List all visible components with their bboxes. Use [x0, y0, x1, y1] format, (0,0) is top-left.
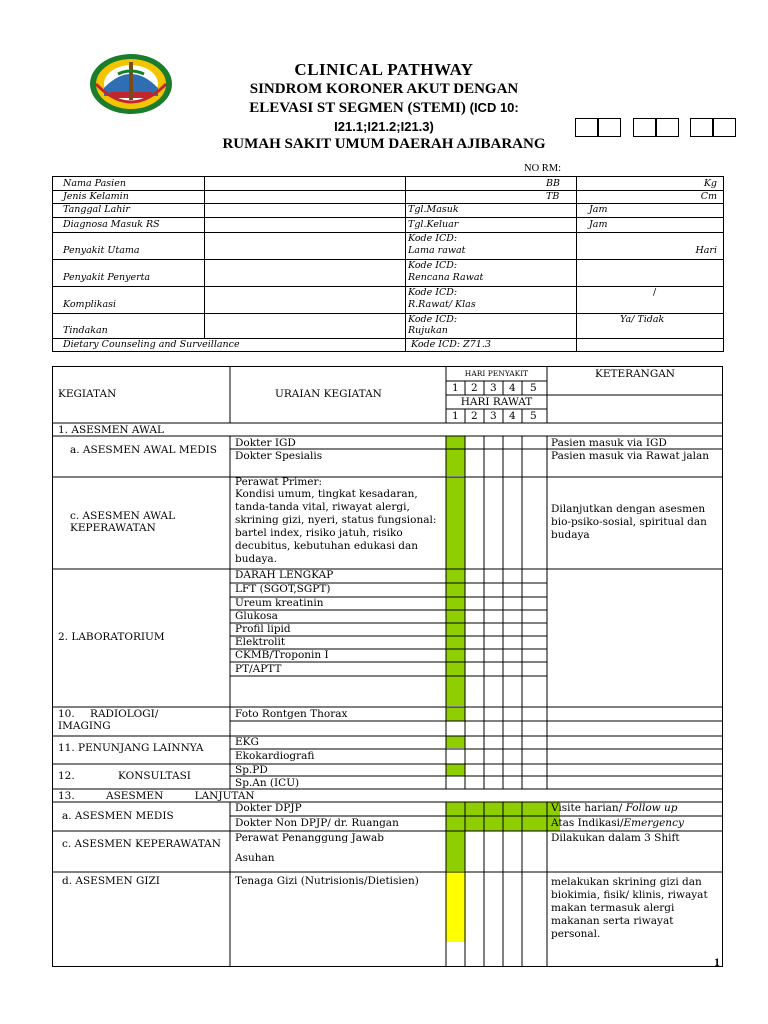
col-hari-penyakit: HARI PENYAKIT — [464, 369, 529, 378]
label-jam-keluar: Jam — [589, 219, 608, 230]
dokter-non-dpjp: Dokter Non DPJP/ dr. Ruangan — [235, 817, 399, 829]
emergency-text: Emergency — [623, 817, 684, 829]
al-keperawatan-label: c. ASESMEN KEPERAWATAN — [62, 838, 221, 850]
day-1: 1 — [452, 410, 459, 422]
section-asesmen-lanjutan: 13. ASESMEN LANJUTAN — [58, 790, 255, 802]
label-dietary: Dietary Counseling and Surveillance — [63, 339, 240, 350]
day-2: 2 — [471, 382, 478, 394]
rm-box[interactable] — [575, 118, 598, 137]
lab-elektrolit: Elektrolit — [235, 636, 286, 648]
day-4: 4 — [509, 410, 516, 422]
label-tanggal-lahir: Tanggal Lahir — [63, 204, 130, 215]
label-kode-icd-2: Kode ICD: — [408, 260, 458, 271]
foto-rontgen: Foto Rontgen Thorax — [235, 708, 348, 720]
al-gizi-label: d. ASESMEN GIZI — [62, 875, 160, 887]
tenaga-gizi: Tenaga Gizi (Nutrisionis/Dietisien) — [235, 875, 419, 887]
unit-kg: Kg — [703, 178, 717, 189]
ket-igd: Pasien masuk via IGD — [551, 437, 667, 449]
lab-pt-aptt: PT/APTT — [235, 663, 282, 675]
lab-darah-lengkap: DARAH LENGKAP — [235, 569, 334, 581]
dokter-dpjp: Dokter DPJP — [235, 802, 302, 814]
doc-subtitle-2 — [0, 100, 768, 117]
sp-an: Sp.An (ICU) — [235, 777, 300, 789]
day-5: 5 — [530, 382, 537, 394]
lab-ckmb: CKMB/Troponin I — [235, 649, 329, 661]
ekg: EKG — [235, 736, 259, 748]
ket-rawat-jalan: Pasien masuk via Rawat jalan — [551, 450, 709, 462]
section-asesmen-awal: 1. ASESMEN AWAL — [58, 424, 164, 436]
section-penunjang: 11. PENUNJANG LAINNYA — [58, 742, 204, 754]
ket-visite — [551, 802, 677, 814]
label-lama-rawat: Lama rawat — [408, 245, 466, 256]
day-1: 1 — [452, 382, 459, 394]
visite-text: Visite harian/ — [551, 802, 623, 814]
record-number-boxes — [575, 118, 737, 137]
label-penyakit-penyerta: Penyakit Penyerta — [63, 272, 151, 283]
unit-cm: Cm — [700, 191, 717, 202]
label-tgl-keluar: Tgl.Keluar — [408, 219, 459, 230]
follow-up-text: Follow up — [625, 802, 678, 814]
al-medis-label: a. ASESMEN MEDIS — [62, 810, 174, 822]
doc-title: CLINICAL PATHWAY — [294, 60, 474, 79]
rm-box[interactable] — [633, 118, 656, 137]
hospital-name: RUMAH SAKIT UMUM DAERAH AJIBARANG — [222, 136, 546, 152]
day-5: 5 — [530, 410, 537, 422]
aa-keperawatan-label: c. ASESMEN AWAL KEPERAWATAN — [70, 510, 176, 534]
col-hari-rawat: HARI RAWAT — [460, 396, 533, 408]
day-3: 3 — [490, 382, 497, 394]
label-kode-icd-diet: Kode ICD: Z71.3 — [411, 339, 491, 350]
label-nama-pasien: Nama Pasien — [63, 178, 126, 189]
doc-subtitle-1: SINDROM KORONER AKUT DENGAN — [249, 81, 519, 97]
label-diagnosa-masuk: Diagnosa Masuk RS — [63, 219, 160, 230]
section-laboratorium: 2. LABORATORIUM — [58, 631, 165, 643]
lab-profil-lipid: Profil lipid — [235, 623, 291, 635]
label-rencana-rawat: Rencana Rawat — [408, 272, 484, 283]
perawat-primer: Perawat Primer: — [235, 476, 323, 488]
label-tgl-masuk: Tgl.Masuk — [408, 204, 459, 215]
label-jam-masuk: Jam — [589, 204, 608, 215]
info-grid — [52, 176, 724, 352]
rm-box[interactable] — [656, 118, 679, 137]
label-penyakit-utama: Penyakit Utama — [63, 245, 140, 256]
page-number: 1 — [714, 955, 720, 969]
col-kegiatan: KEGIATAN — [58, 388, 117, 400]
diagnosis-text: ELEVASI ST SEGMEN (STEMI) — [249, 100, 466, 116]
label-kode-icd-4: Kode ICD: — [408, 314, 458, 325]
clinical-pathway-table — [52, 366, 723, 967]
perawat-pj: Perawat Penanggung Jawab — [235, 832, 384, 844]
label-tb: TB — [546, 191, 560, 202]
sp-pd: Sp.PD — [235, 764, 268, 776]
no-rm-label: NO RM: — [524, 163, 562, 174]
lab-glukosa: Glukosa — [235, 610, 278, 622]
ket-indikasi — [551, 817, 684, 829]
aa-medis-label: a. ASESMEN AWAL MEDIS — [70, 444, 218, 456]
lab-lft: LFT (SGOT,SGPT) — [235, 583, 331, 595]
label-rujukan: Rujukan — [408, 325, 448, 336]
dokter-igd: Dokter IGD — [235, 437, 296, 449]
ya-tidak-option[interactable]: Ya/ Tidak — [620, 314, 665, 325]
label-tindakan: Tindakan — [63, 325, 108, 336]
gizi-keterangan: melakukan skrining gizi dan biokimia, fisik/ klinis, riwayat makan termasuk alergi makanan serta riwayat personal. — [551, 876, 708, 940]
icd-codes: I21.1;I21.2;I21.3) — [334, 119, 434, 134]
day-2: 2 — [471, 410, 478, 422]
lab-ureum: Ureum kreatinin — [235, 597, 324, 609]
dokter-spesialis: Dokter Spesialis — [235, 450, 323, 462]
section-konsultasi: 12. KONSULTASI — [58, 770, 191, 782]
ekokardiografi: Ekokardiografi — [235, 750, 315, 762]
slash-separator: / — [653, 287, 657, 298]
section-radiologi: 10. RADIOLOGI/ IMAGING — [58, 708, 159, 732]
icd-label: (ICD 10: — [469, 100, 519, 115]
col-uraian: URAIAN KEGIATAN — [275, 388, 382, 400]
rm-box[interactable] — [713, 118, 736, 137]
asuhan: Asuhan — [235, 852, 275, 864]
kep-uraian-text: Kondisi umum, tingkat kesadaran, tanda-tanda vital, riwayat alergi, skrining gizi, nyeri, status fungsional: bartel index, risiko jatuh, risiko decubitus, kebutuhan edukasi dan budaya. — [235, 488, 437, 565]
ket-shift: Dilakukan dalam 3 Shift — [551, 832, 680, 844]
rm-box[interactable] — [598, 118, 621, 137]
day-4: 4 — [509, 382, 516, 394]
kep-keterangan: Dilanjutkan dengan asesmen bio-psiko-sosial, spiritual dan budaya — [551, 503, 707, 541]
label-ruang-rawat: R.Rawat/ Klas — [408, 299, 476, 310]
label-bb: BB — [546, 178, 560, 189]
label-jenis-kelamin: Jenis Kelamin — [63, 191, 129, 202]
rm-box[interactable] — [690, 118, 713, 137]
col-keterangan: KETERANGAN — [594, 368, 675, 380]
label-kode-icd-1: Kode ICD: — [408, 233, 458, 244]
label-kode-icd-3: Kode ICD: — [408, 287, 458, 298]
unit-hari: Hari — [695, 245, 717, 256]
indikasi-text: Atas Indikasi/ — [551, 817, 624, 829]
label-komplikasi: Komplikasi — [63, 299, 117, 310]
day-3: 3 — [490, 410, 497, 422]
